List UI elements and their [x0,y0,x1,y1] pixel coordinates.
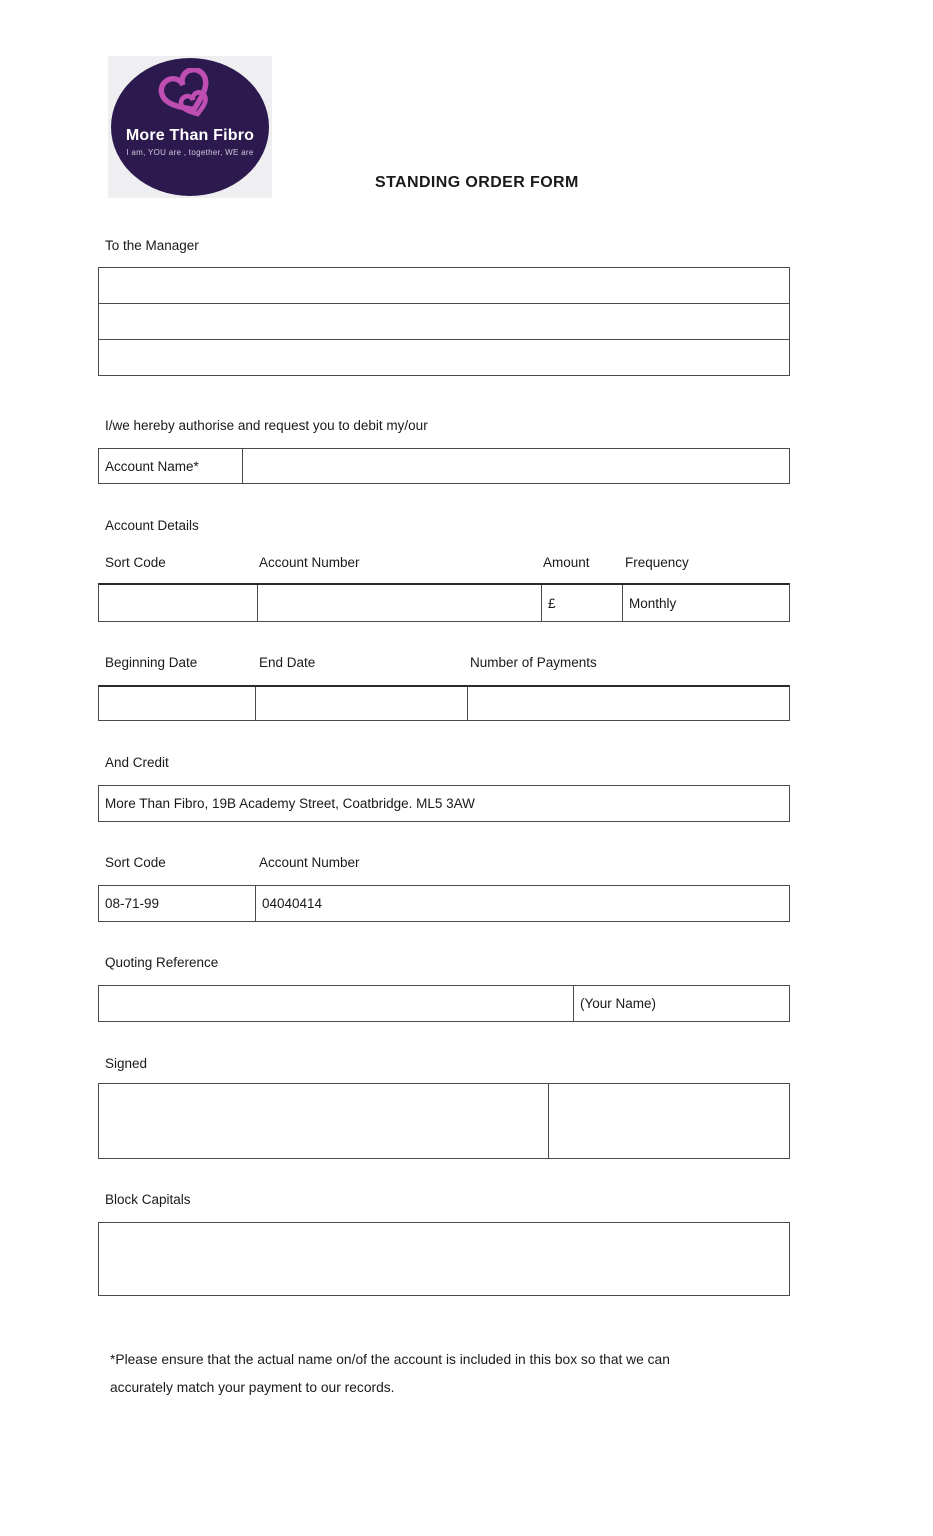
signed-table [98,1083,790,1159]
footnote-line-1: *Please ensure that the actual name on/of the account is included in this box so that we can [110,1352,670,1367]
signature-date-input[interactable] [549,1084,789,1158]
account-details-heading: Account Details [105,518,199,533]
frequency-value: Monthly [629,595,677,611]
credit-payee-value: More Than Fibro, 19B Academy Street, Coatbridge. ML5 3AW [105,796,475,811]
credit-account-table [98,885,790,922]
manager-address-line-2[interactable] [99,304,789,340]
and-credit-heading: And Credit [105,755,169,770]
account-number-input[interactable] [258,585,542,621]
quoting-reference-table [98,985,790,1022]
manager-address-table [98,267,790,376]
block-capitals-heading: Block Capitals [105,1192,191,1207]
credit-account-number-value: 04040414 [262,896,323,911]
currency-symbol: £ [548,595,556,611]
credit-account-number-label: Account Number [259,855,360,870]
number-of-payments-label: Number of Payments [470,655,597,670]
frequency-label: Frequency [625,555,689,570]
sort-code-input[interactable] [99,585,258,621]
page-title: STANDING ORDER FORM [375,174,579,191]
logo-tagline-text: I am, YOU are , together, WE are [126,148,254,157]
credit-payee-cell [99,786,789,821]
to-the-manager-label: To the Manager [105,238,199,253]
end-date-input[interactable] [256,687,468,720]
amount-label: Amount [543,555,590,570]
credit-sort-code-value: 08-71-99 [105,896,160,911]
credit-payee-table [98,785,790,822]
logo [108,56,272,198]
authorise-text: I/we hereby authorise and request you to debit my/our [105,418,428,433]
account-number-label: Account Number [259,555,360,570]
schedule-table [98,685,790,721]
quoting-reference-heading: Quoting Reference [105,955,219,970]
end-date-label: End Date [259,655,316,670]
beginning-date-input[interactable] [99,687,256,720]
logo-brand-text: More Than Fibro [125,127,255,144]
account-name-label: Account Name* [105,458,199,474]
quoting-reference-input[interactable] [99,986,574,1021]
signed-heading: Signed [105,1056,148,1071]
signature-input[interactable] [99,1084,549,1158]
frequency-cell [623,585,789,621]
account-name-input[interactable] [243,449,789,483]
credit-sort-code-cell [99,886,256,921]
number-of-payments-input[interactable] [468,687,789,720]
your-name-hint-cell [574,986,789,1021]
beginning-date-label: Beginning Date [105,655,198,670]
footnote-line-2: accurately match your payment to our records. [110,1380,395,1395]
credit-account-number-cell [256,886,789,921]
manager-address-line-1[interactable] [99,268,789,304]
butterfly-icon [157,68,223,126]
amount-input[interactable] [542,585,623,621]
debit-details-table [98,583,790,622]
block-capitals-table [98,1222,790,1296]
credit-sort-code-label: Sort Code [105,855,166,870]
manager-address-line-3[interactable] [99,340,789,375]
logo-ellipse [111,58,269,196]
your-name-hint: (Your Name) [580,996,657,1011]
block-capitals-input[interactable] [99,1223,789,1295]
sort-code-label: Sort Code [105,555,166,570]
account-name-table [98,448,790,484]
account-name-label-cell [99,449,243,483]
